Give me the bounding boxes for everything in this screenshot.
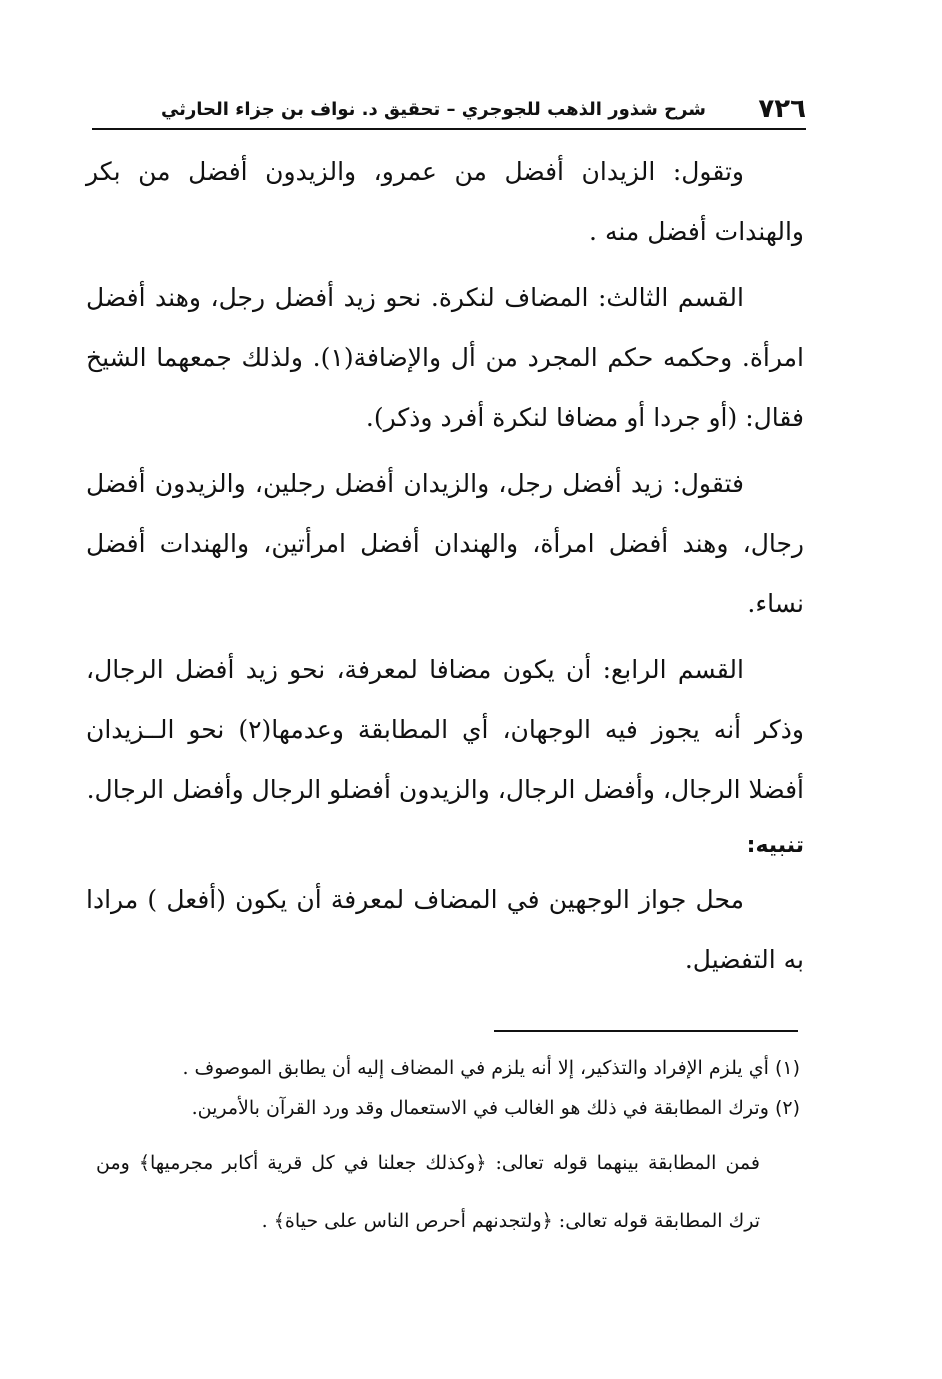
footnote-1-text: أي يلزم الإفراد والتذكير، إلا أنه يلزم في المضاف إليه أن يطابق الموصوف . <box>182 1057 769 1079</box>
paragraph-3: فتقول: زيد أفضل رجل، والزيدان أفضل رجلين، والزيدون أفضل رجال، وهند أفضل امرأة، والهندان أفضل امرأتين، والهندات أفضل نساء. <box>86 469 804 618</box>
footnote-2-text: وترك المطابقة في ذلك هو الغالب في الاستعمال وقد ورد القرآن بالأمرين. <box>191 1097 769 1119</box>
paragraph-5: محل جواز الوجهين في المضاف لمعرفة أن يكون (أفعل ) مرادا به التفضيل. <box>86 885 804 974</box>
footnote-2-continuation: فمن المطابقة بينهما قوله تعالى: ﴿وكذلك جعلنا في كل قرية أكابر مجرميها﴾ ومن ترك المطابقة قوله تعالى: ﴿ولتجدنهم أحرص الناس على حياة﴾ . <box>96 1152 760 1232</box>
paragraph-2: القسم الثالث: المضاف لنكرة. نحو زيد أفضل رجل، وهند أفضل امرأة. وحكمه حكم المجرد من أل والإضافة(١). ولذلك جمعهما الشيخ فقال: (أو جردا أو مضافا لنكرة أفرد وذكر). <box>86 283 804 432</box>
page-number: ٧٢٦ <box>758 94 806 124</box>
footnote-separator <box>494 1030 798 1032</box>
running-title: شرح شذور الذهب للجوجري – تحقيق د. نواف بن جزاء الحارثي <box>160 99 706 120</box>
footnote-2-number: (٢) <box>774 1097 800 1119</box>
main-text <box>86 142 804 996</box>
footnote-1-number: (١) <box>774 1057 800 1079</box>
notice-heading: تنبيه: <box>746 833 804 858</box>
paragraph-1: وتقول: الزيدان أفضل من عمرو، والزيدون أفضل من بكر والهندات أفضل منه . <box>86 157 804 246</box>
footnote-2 <box>96 1088 800 1128</box>
footnotes <box>96 1048 800 1250</box>
page-header <box>92 92 806 130</box>
paragraph-4: القسم الرابع: أن يكون مضافا لمعرفة، نحو زيد أفضل الرجال، وذكر أنه يجوز فيه الوجهان، أي المطابقة وعدمها(٢) نحو الــزيدان أفضلا الرجال، وأفضل الرجال، والزيدون أفضلو الرجال وأفضل الرجال. <box>86 655 804 804</box>
footnote-1 <box>96 1048 800 1088</box>
